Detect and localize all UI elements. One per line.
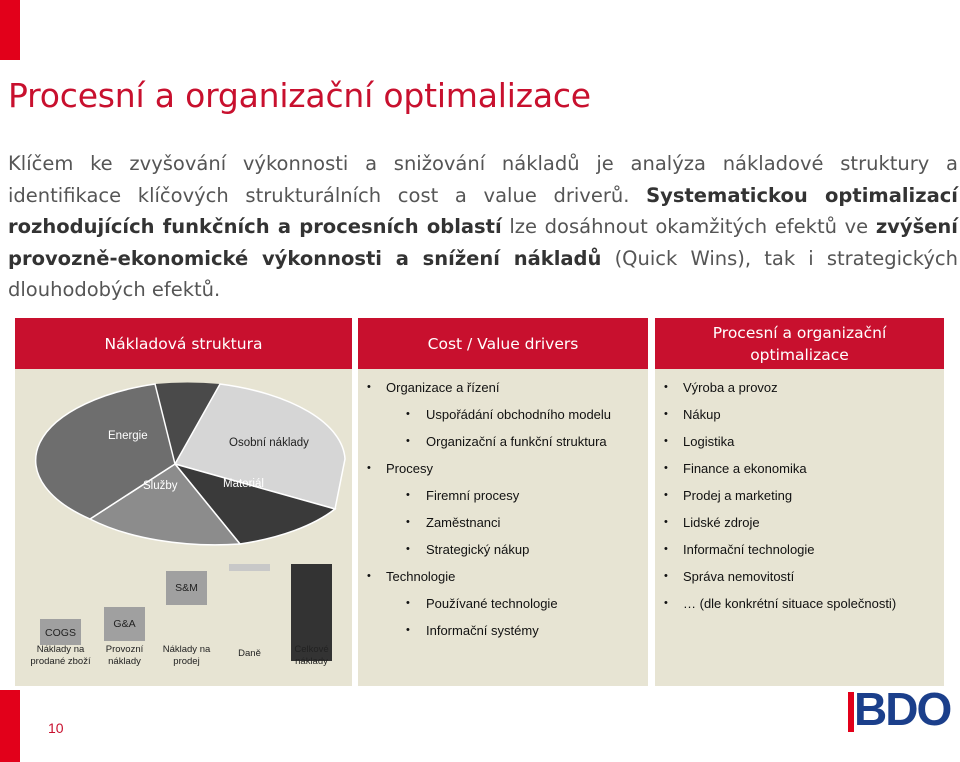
bullet-icon: • <box>367 462 371 474</box>
list-item <box>358 563 648 590</box>
list-item-label: Strategický nákup <box>426 542 530 557</box>
bullet-icon: • <box>664 543 668 555</box>
list-item <box>358 455 648 482</box>
waterfall-category-label: Celkové náklady <box>294 644 329 667</box>
waterfall-label-ga: G&A <box>113 618 136 630</box>
pie-label-energie: Energie <box>108 430 148 442</box>
bullet-icon: • <box>664 408 668 420</box>
list-item-label: … (dle konkrétní situace společnosti) <box>683 596 897 611</box>
list-item-label: Firemní procesy <box>426 488 520 503</box>
waterfall-category-label: Náklady na prodané zboží <box>30 644 91 667</box>
bottom-accent-tab <box>0 690 20 762</box>
list-item <box>655 455 944 482</box>
list-item-label: Logistika <box>683 434 735 449</box>
list-item-label: Finance a ekonomika <box>683 461 807 476</box>
intro-run: Klíčem ke zvyšování výkonnosti a snižování nákladů je analýza nákladové struktury a identifikace klíčových strukturálních cost a value driverů. <box>8 152 958 207</box>
intro-run: Systematickou optimalizací rozhodujících funkčních a procesních oblastí <box>8 183 958 238</box>
drivers-panel <box>358 318 648 686</box>
cost-structure-header: Nákladová struktura <box>15 318 352 369</box>
list-item <box>655 401 944 428</box>
list-item-label: Výroba a provoz <box>683 380 778 395</box>
list-item-label: Procesy <box>386 461 433 476</box>
waterfall-label-sm: S&M <box>175 582 198 594</box>
list-item <box>655 509 944 536</box>
bullet-icon: • <box>664 570 668 582</box>
list-item-label: Informační technologie <box>683 542 815 557</box>
list-item-label: Organizace a řízení <box>386 380 500 395</box>
bullet-icon: • <box>664 435 668 447</box>
bullet-icon: • <box>664 489 668 501</box>
list-item <box>358 590 648 617</box>
list-item <box>655 590 944 617</box>
bullet-icon: • <box>406 435 410 447</box>
waterfall-bar-dane <box>229 564 270 571</box>
bullet-icon: • <box>406 408 410 420</box>
bullet-icon: • <box>406 489 410 501</box>
list-item <box>358 536 648 563</box>
list-item <box>655 563 944 590</box>
bullet-icon: • <box>367 381 371 393</box>
bullet-icon: • <box>664 381 668 393</box>
page-title: Procesní a organizační optimalizace <box>8 76 591 115</box>
waterfall-category-label: Daně <box>238 648 261 659</box>
cost-waterfall <box>30 564 332 667</box>
list-item <box>358 482 648 509</box>
list-item <box>358 428 648 455</box>
list-item-label: Lidské zdroje <box>683 515 760 530</box>
bullet-icon: • <box>406 516 410 528</box>
bullet-icon: • <box>406 543 410 555</box>
list-item <box>655 374 944 401</box>
waterfall-category-label: Provozní náklady <box>105 644 144 667</box>
list-item-label: Správa nemovitostí <box>683 569 795 584</box>
list-item-label: Technologie <box>386 569 456 584</box>
pie-label-material: Materiál <box>223 478 264 490</box>
list-item-label: Prodej a marketing <box>683 488 793 503</box>
list-item <box>358 509 648 536</box>
intro-paragraph <box>8 148 958 306</box>
list-item-label: Nákup <box>683 407 721 422</box>
cost-structure-chart <box>15 369 352 686</box>
waterfall-category-label: Náklady na prodej <box>162 644 211 667</box>
list-item-label: Používané technologie <box>426 596 558 611</box>
bullet-icon: • <box>406 624 410 636</box>
bdo-logo <box>848 683 958 738</box>
top-accent-tab <box>0 0 20 60</box>
waterfall-label-cogs: COGS <box>45 627 76 639</box>
optimization-panel <box>655 318 944 686</box>
drivers-list <box>358 374 648 644</box>
drivers-header: Cost / Value drivers <box>358 318 648 369</box>
list-item <box>655 428 944 455</box>
intro-run: (Quick Wins), tak i strategických dlouhodobých efektů. <box>8 246 958 301</box>
bullet-icon: • <box>664 462 668 474</box>
list-item <box>655 482 944 509</box>
bullet-icon: • <box>664 597 668 609</box>
bdo-logo-text: BDO <box>854 683 951 735</box>
list-item <box>358 617 648 644</box>
bullet-icon: • <box>367 570 371 582</box>
bullet-icon: • <box>406 597 410 609</box>
waterfall-categories <box>30 644 328 667</box>
bullet-icon: • <box>664 516 668 528</box>
list-item <box>358 374 648 401</box>
optimization-list <box>655 374 944 617</box>
list-item-label: Uspořádání obchodního modelu <box>426 407 612 422</box>
page-number: 10 <box>48 720 64 736</box>
pie-label-osobni: Osobní náklady <box>229 437 309 449</box>
cost-pie <box>36 383 345 545</box>
list-item <box>358 401 648 428</box>
pie-label-sluzby: Služby <box>143 480 178 492</box>
list-item-label: Organizační a funkční struktura <box>426 434 607 449</box>
optimization-header: Procesní a organizační optimalizace <box>655 318 944 369</box>
intro-run: lze dosáhnout okamžitých efektů ve <box>501 215 876 238</box>
list-item <box>655 536 944 563</box>
list-item-label: Zaměstnanci <box>426 515 501 530</box>
cost-structure-panel <box>15 318 352 686</box>
list-item-label: Informační systémy <box>426 623 539 638</box>
intro-run: zvýšení provozně-ekonomické výkonnosti a snížení nákladů <box>8 215 958 270</box>
